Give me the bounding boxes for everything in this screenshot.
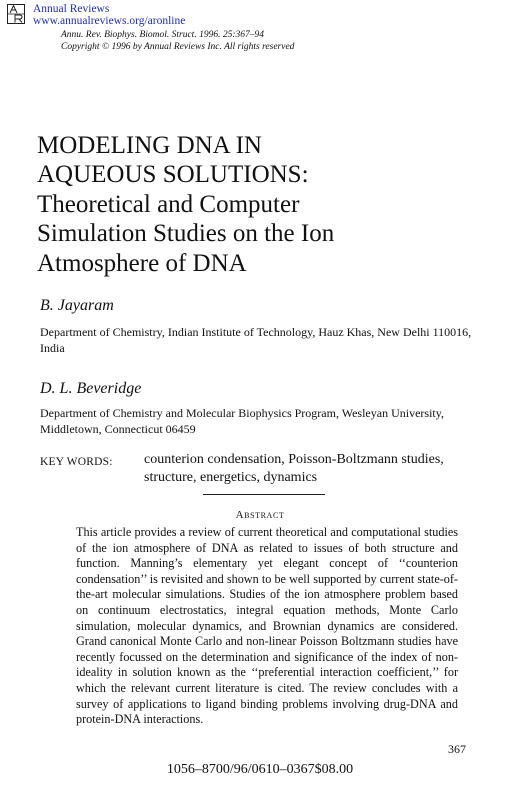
author-name-1: B. Jayaram (40, 297, 114, 314)
copyright-notice: Copyright © 1996 by Annual Reviews Inc. All rights reserved (61, 42, 295, 52)
author-name-2: D. L. Beveridge (40, 380, 142, 397)
keywords-list: counterion condensation, Poisson-Boltzmann studies, structure, energetics, dynamics (144, 452, 444, 485)
article-title-line-4: Simulation Studies on the Ion (37, 220, 335, 247)
article-title-line-2: AQUEOUS SOLUTIONS: (37, 161, 309, 188)
article-title-line-3: Theoretical and Computer (37, 191, 300, 218)
website-link[interactable]: www.annualreviews.org/aronline (33, 15, 186, 27)
article-title-line-5: Atmosphere of DNA (37, 250, 247, 277)
section-divider (203, 494, 325, 495)
abstract-body: This article provides a review of current theoretical and computational studies of the ion atmosphere of DNA as related to issues of both structure and function. Manning’s elementary yet elegant concept of ‘‘counterion condensation’’ is revisited and shown to be well supported by current state-of-the-art molecular simulations. Studies of the ion atmosphere problem based on continuum electrostatics, integral equation methods, Monte Carlo simulation, molecular dynamics, and Brownian dynamics are considered. Grand canonical Monte Carlo and non-linear Poisson Boltzmann studies have recently focussed on the determination and significance of the index of non-ideality in solution known as the ‘‘preferential interaction coefficient,’’ for which the relevant current literature is cited. The review concludes with a survey of applications to ligand binding problems involving drug-DNA and protein-DNA interactions. (76, 525, 458, 727)
author-affiliation-1: Department of Chemistry, Indian Institute of Technology, Hauz Khas, New Delhi 110016, India (40, 325, 472, 355)
journal-citation: Annu. Rev. Biophys. Biomol. Struct. 1996. 25:367–94 (61, 30, 264, 40)
price-code: 1056–8700/96/0610–0367$08.00 (166, 762, 354, 777)
keywords-label: KEY WORDS: (40, 456, 113, 468)
page-number: 367 (448, 742, 466, 756)
abstract-heading: Abstract (235, 509, 285, 521)
publisher-link[interactable]: Annual Reviews (33, 3, 110, 15)
article-title-line-1: MODELING DNA IN (37, 132, 262, 159)
annual-reviews-logo-icon (7, 4, 25, 24)
author-affiliation-2: Department of Chemistry and Molecular Biophysics Program, Wesleyan University, Middletown, Connecticut 06459 (40, 406, 444, 436)
